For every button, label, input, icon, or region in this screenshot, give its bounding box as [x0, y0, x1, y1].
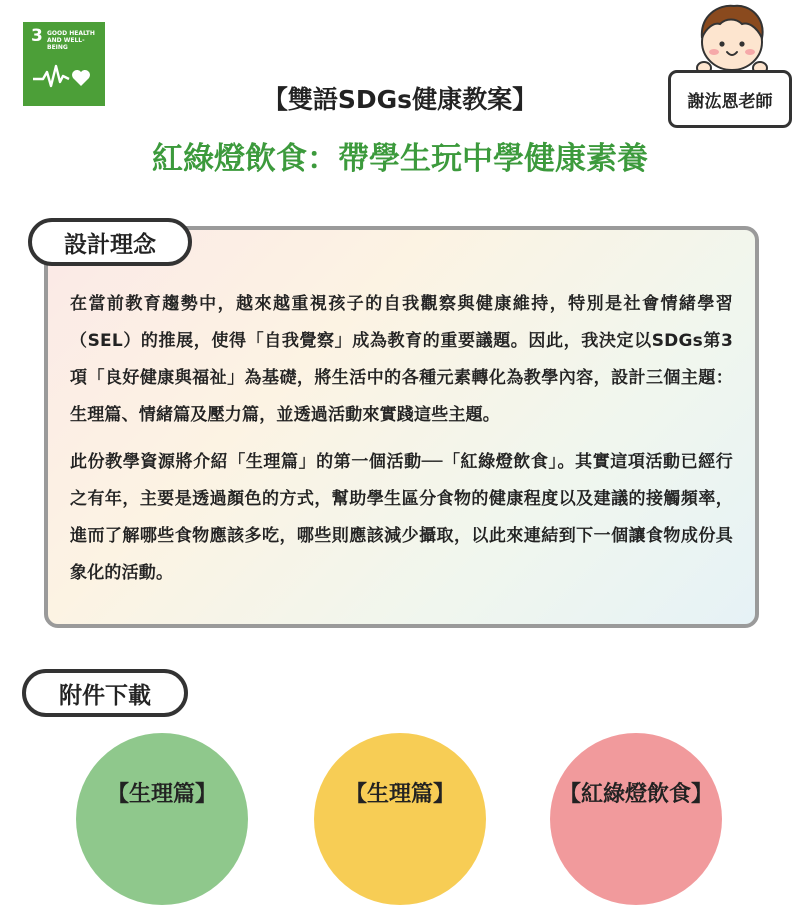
- download-circle-physiology-1[interactable]: [76, 733, 248, 905]
- download-label: 【生理篇】: [106, 782, 217, 807]
- sdg-label: [47, 30, 103, 51]
- design-concept-paragraph-1: 在當前教育趨勢中，越來越重視孩子的自我觀察與健康維持，特別是社會情緒學習（SEL）的推展，使得「自我覺察」成為教育的重要議題。因此，我決定以SDGs第3項「良好健康與福祉」為基礎，將生活中的各種元素轉化為教學內容，設計三個主題：生理篇、情緒篇及壓力篇，並透過活動來實踐這些主題。: [70, 294, 733, 425]
- teacher-name-card: 謝汯恩老師: [668, 70, 792, 128]
- downloads-heading: 附件下載: [22, 669, 188, 717]
- download-label: 【生理篇】: [344, 782, 455, 807]
- design-concept-box: [44, 226, 759, 628]
- sdg-number: 3: [31, 26, 43, 46]
- download-circle-physiology-2[interactable]: [314, 733, 486, 905]
- download-label: 【紅綠燈飲食】: [558, 782, 713, 807]
- design-concept-paragraph-2: 此份教學資源將介紹「生理篇」的第一個活動──「紅綠燈飲食」。其實這項活動已經行之有年，主要是透過顏色的方式，幫助學生區分食物的健康程度以及建議的接觸頻率，進而了解哪些食物應該多吃，哪些則應該減少攝取，以此來連結到下一個讓食物成份具象化的活動。: [70, 452, 733, 583]
- download-circle-traffic-light-diet[interactable]: [550, 733, 722, 905]
- sdg-label-line1: GOOD HEALTH: [47, 30, 95, 37]
- page-subtitle: 紅綠燈飲食：帶學生玩中學健康素養: [152, 141, 648, 177]
- cartoon-child-icon: [690, 2, 774, 76]
- design-concept-heading: 設計理念: [28, 218, 192, 266]
- sdg-label-line2: AND WELL-BEING: [47, 37, 85, 51]
- page-title: 【雙語SDGs健康教案】: [262, 85, 538, 114]
